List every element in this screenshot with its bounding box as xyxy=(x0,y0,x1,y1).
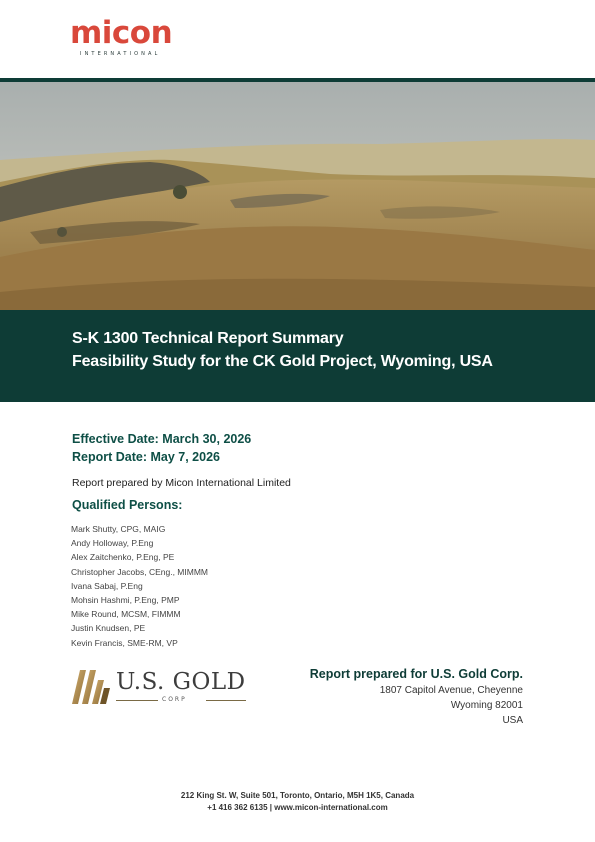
qualified-persons-list xyxy=(71,522,208,650)
us-gold-logo xyxy=(70,666,250,708)
client-address-line: 1807 Capitol Avenue, Cheyenne xyxy=(379,685,523,696)
micon-logo xyxy=(70,16,200,57)
list-item: Christopher Jacobs, CEng., MIMMM xyxy=(71,566,208,577)
us-gold-corp-label: CORP xyxy=(162,696,187,703)
list-item: Mohsin Hashmi, P.Eng, PMP xyxy=(71,595,180,606)
prepared-by-text: Report prepared by Micon International Limited xyxy=(72,477,291,489)
list-item: Mark Shutty, CPG, MAIG xyxy=(71,524,166,534)
micon-logo-wordmark: micon xyxy=(70,15,173,51)
us-gold-wordmark: U.S. GOLD xyxy=(116,669,246,695)
list-item: Kevin Francis, SME-RM, VP xyxy=(71,637,178,648)
list-item: Mike Round, MCSM, FIMMM xyxy=(71,609,181,620)
footer-address: 212 King St. W, Suite 501, Toronto, Ontario, M5H 1K5, Canada xyxy=(180,791,415,800)
report-date: Report Date: May 7, 2026 xyxy=(72,450,220,464)
us-gold-emblem-icon xyxy=(70,668,112,706)
client-heading: Report prepared for U.S. Gold Corp. xyxy=(309,667,523,681)
dates-block xyxy=(72,430,251,466)
client-address-line: Wyoming 82001 xyxy=(450,700,523,711)
list-item: Justin Knudsen, PE xyxy=(71,623,146,634)
cover-landscape-photo xyxy=(0,82,595,310)
footer xyxy=(0,790,595,814)
effective-date: Effective Date: March 30, 2026 xyxy=(72,432,252,446)
title-band xyxy=(0,310,595,402)
micon-logo-subtitle: INTERNATIONAL xyxy=(80,51,161,57)
client-block xyxy=(310,665,523,728)
report-subtitle: Feasibility Study for the CK Gold Project, Wyoming, USA xyxy=(72,353,493,370)
list-item: Ivana Sabaj, P.Eng xyxy=(71,580,143,591)
divider xyxy=(116,700,158,701)
client-address-line: USA xyxy=(502,715,523,726)
divider xyxy=(206,700,246,701)
list-item: Andy Holloway, P.Eng xyxy=(71,538,154,549)
list-item: Alex Zaitchenko, P.Eng, PE xyxy=(71,552,175,563)
footer-contact: +1 416 362 6135 | www.micon-international.com xyxy=(207,803,388,812)
report-title: S-K 1300 Technical Report Summary xyxy=(72,330,344,347)
qualified-persons-heading: Qualified Persons: xyxy=(72,498,183,512)
